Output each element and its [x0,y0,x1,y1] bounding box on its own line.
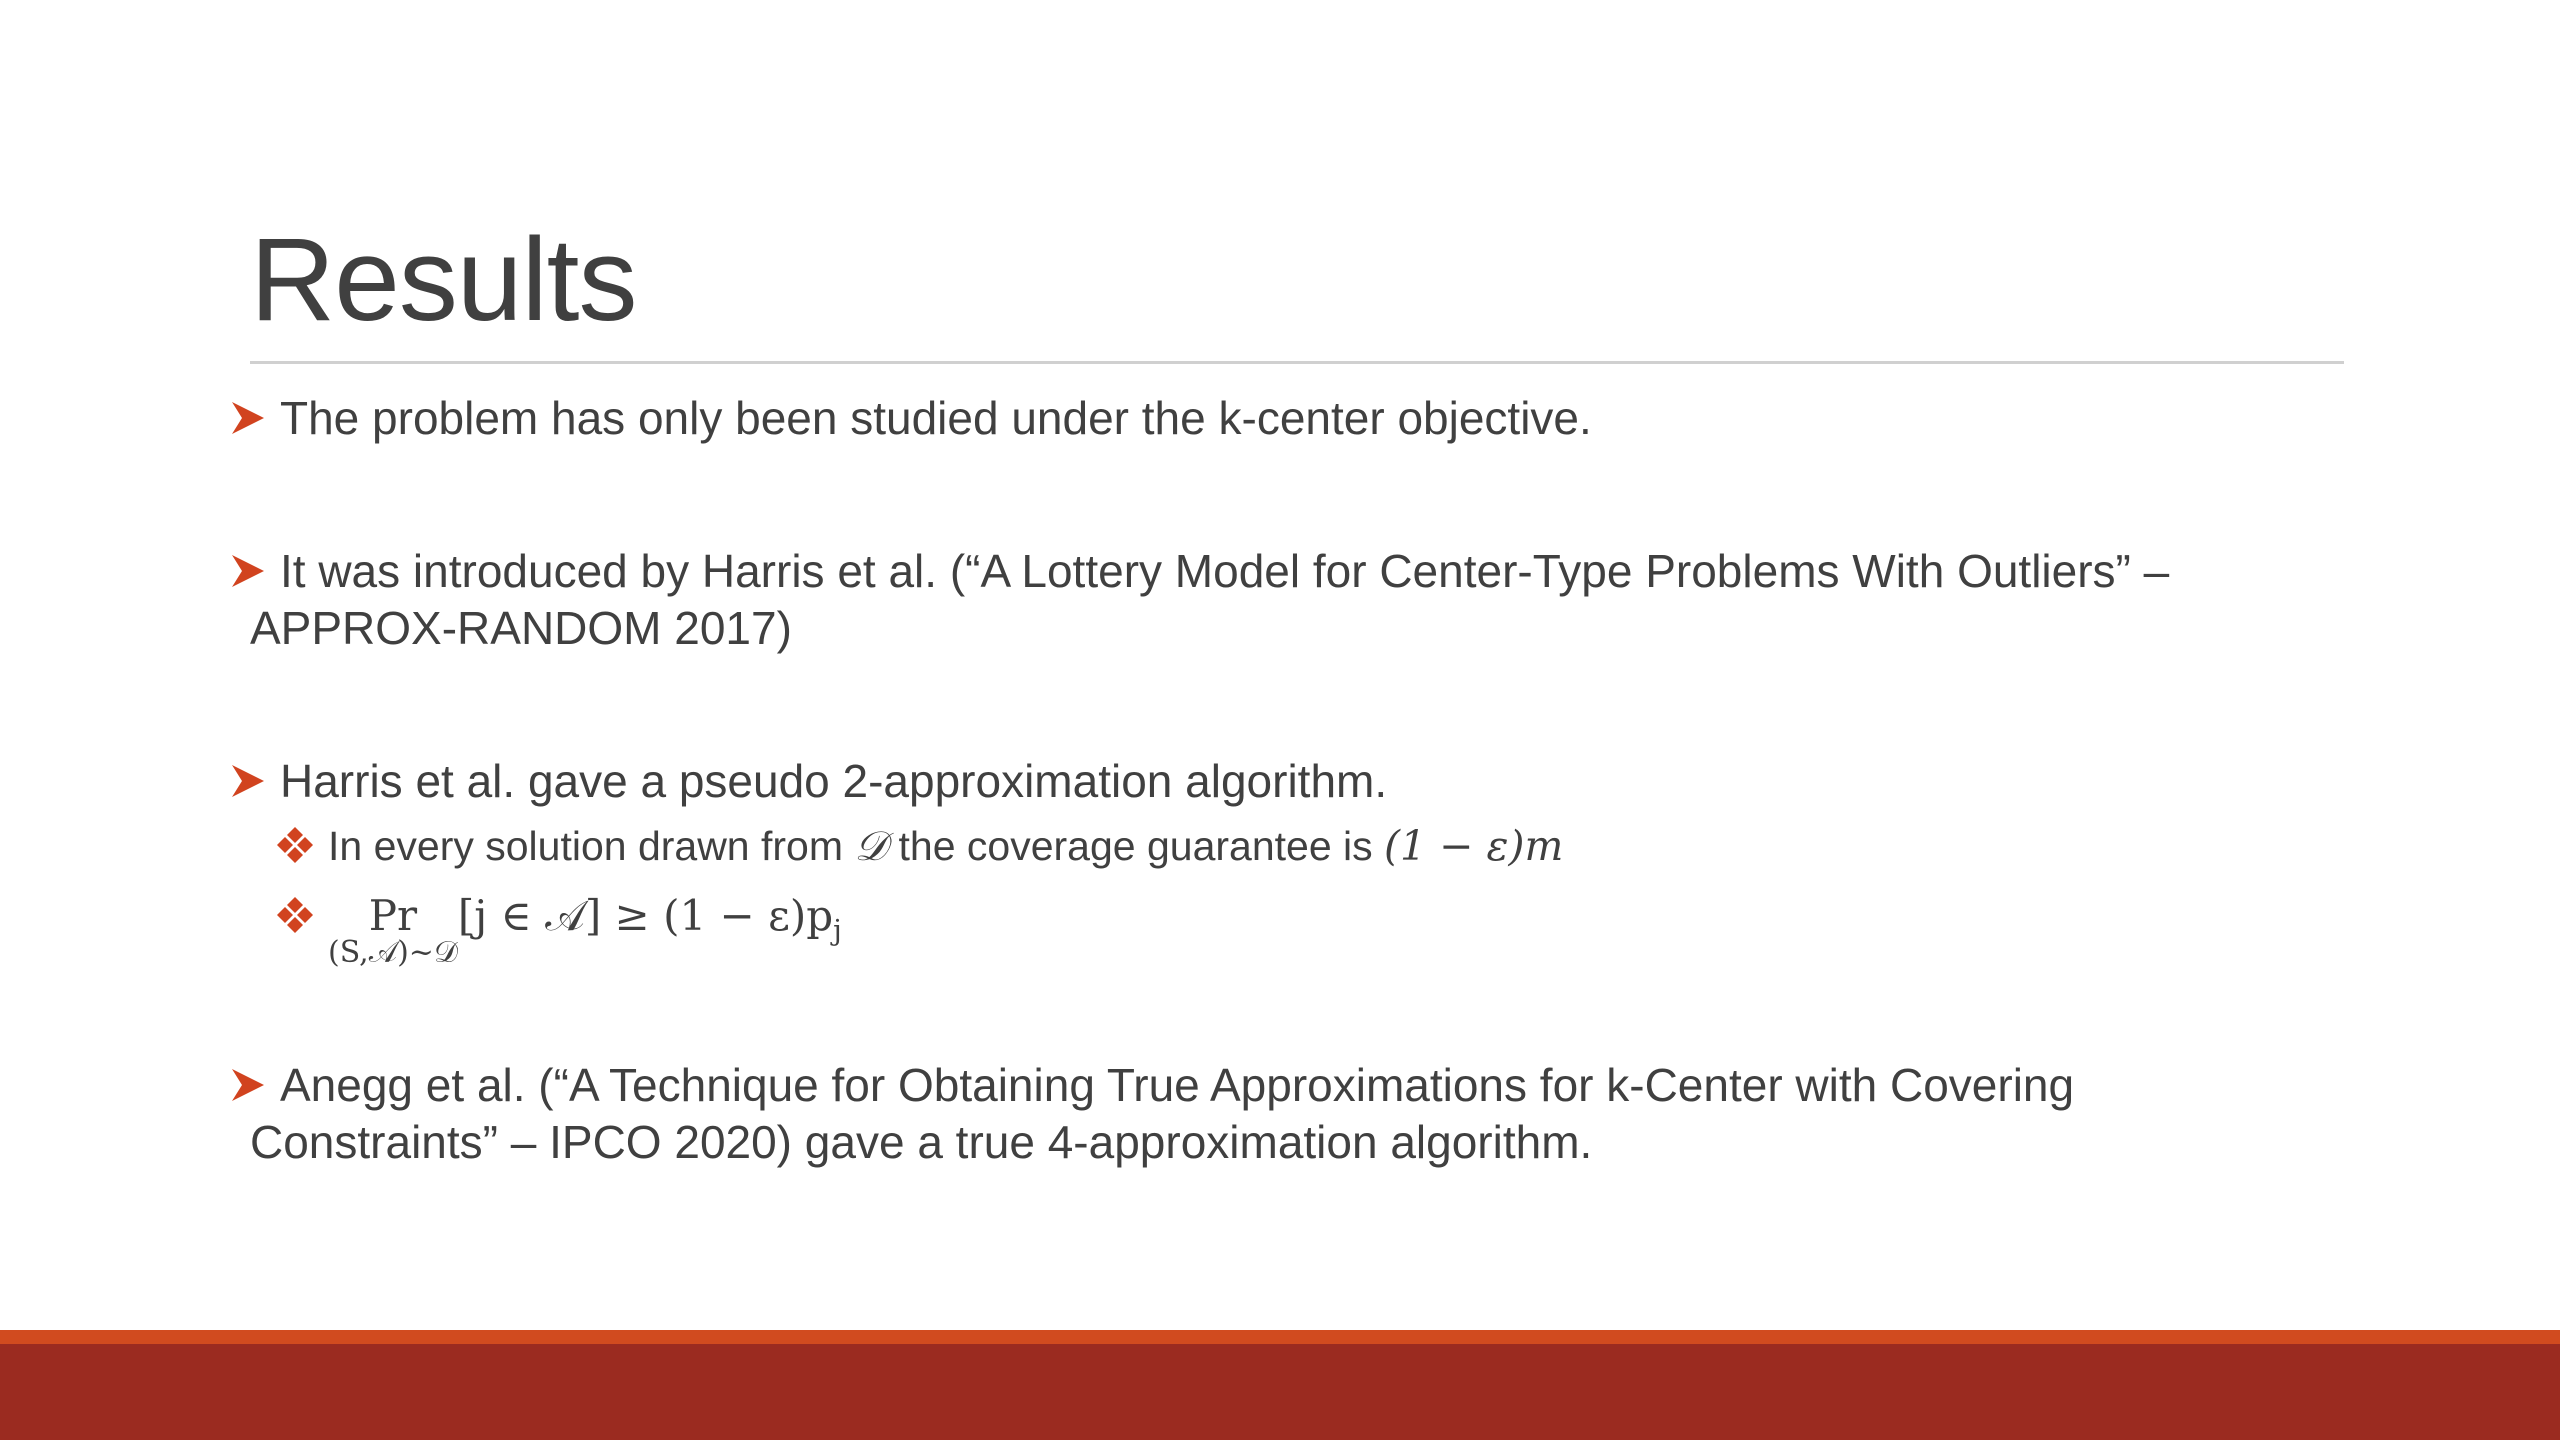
arrow-bullet-icon [228,1065,268,1105]
bullet-item-4 [228,1057,2348,1171]
bullet-text: Harris et al. gave a pseudo 2-approximation algorithm. [280,755,1388,807]
slide-title: Results [250,214,637,346]
arrow-bullet-icon [228,398,268,438]
diamond-bullet-icon [276,826,314,864]
arrow-bullet-icon [228,761,268,801]
title-divider [250,361,2344,364]
probability-index: j [833,913,842,947]
probability-expression [457,891,842,950]
bullet-text-continuation: Constraints” – IPCO 2020) gave a true 4-approximation algorithm. [250,1116,1593,1168]
bullet-text-continuation: APPROX-RANDOM 2017) [250,602,792,654]
sub-bullet-text-2: the coverage guarantee is [887,823,1385,869]
arrow-bullet-icon [228,551,268,591]
coverage-formula: (1 − ε)m [1384,822,1564,870]
probability-operator [328,891,458,970]
footer-band [0,1344,2560,1440]
bullet-item-1 [228,390,2348,447]
sub-bullet-text: In every solution drawn from [328,823,855,869]
distribution-symbol: 𝒟 [854,822,888,870]
footer-accent-stripe [0,1330,2560,1344]
sub-bullet-item-1 [276,820,1563,872]
sub-bullet-item-2 [276,890,842,970]
probability-inequality: [j ∈ 𝒜] ≥ (1 − ε)p [457,891,834,940]
pr-subscript: (S,𝒜)~𝒟 [328,935,458,970]
bullet-item-2 [228,543,2348,657]
bullet-text: The problem has only been studied under the k-center objective. [280,392,1592,444]
pr-symbol: Pr [368,891,418,940]
bullet-text: It was introduced by Harris et al. (“A Lottery Model for Center-Type Problems With Outliers” – [280,545,2170,597]
bullet-text: Anegg et al. (“A Technique for Obtaining True Approximations for k-Center with Covering [280,1059,2075,1111]
diamond-bullet-icon [276,896,314,934]
bullet-item-3 [228,753,2348,810]
probability-formula [328,891,842,970]
